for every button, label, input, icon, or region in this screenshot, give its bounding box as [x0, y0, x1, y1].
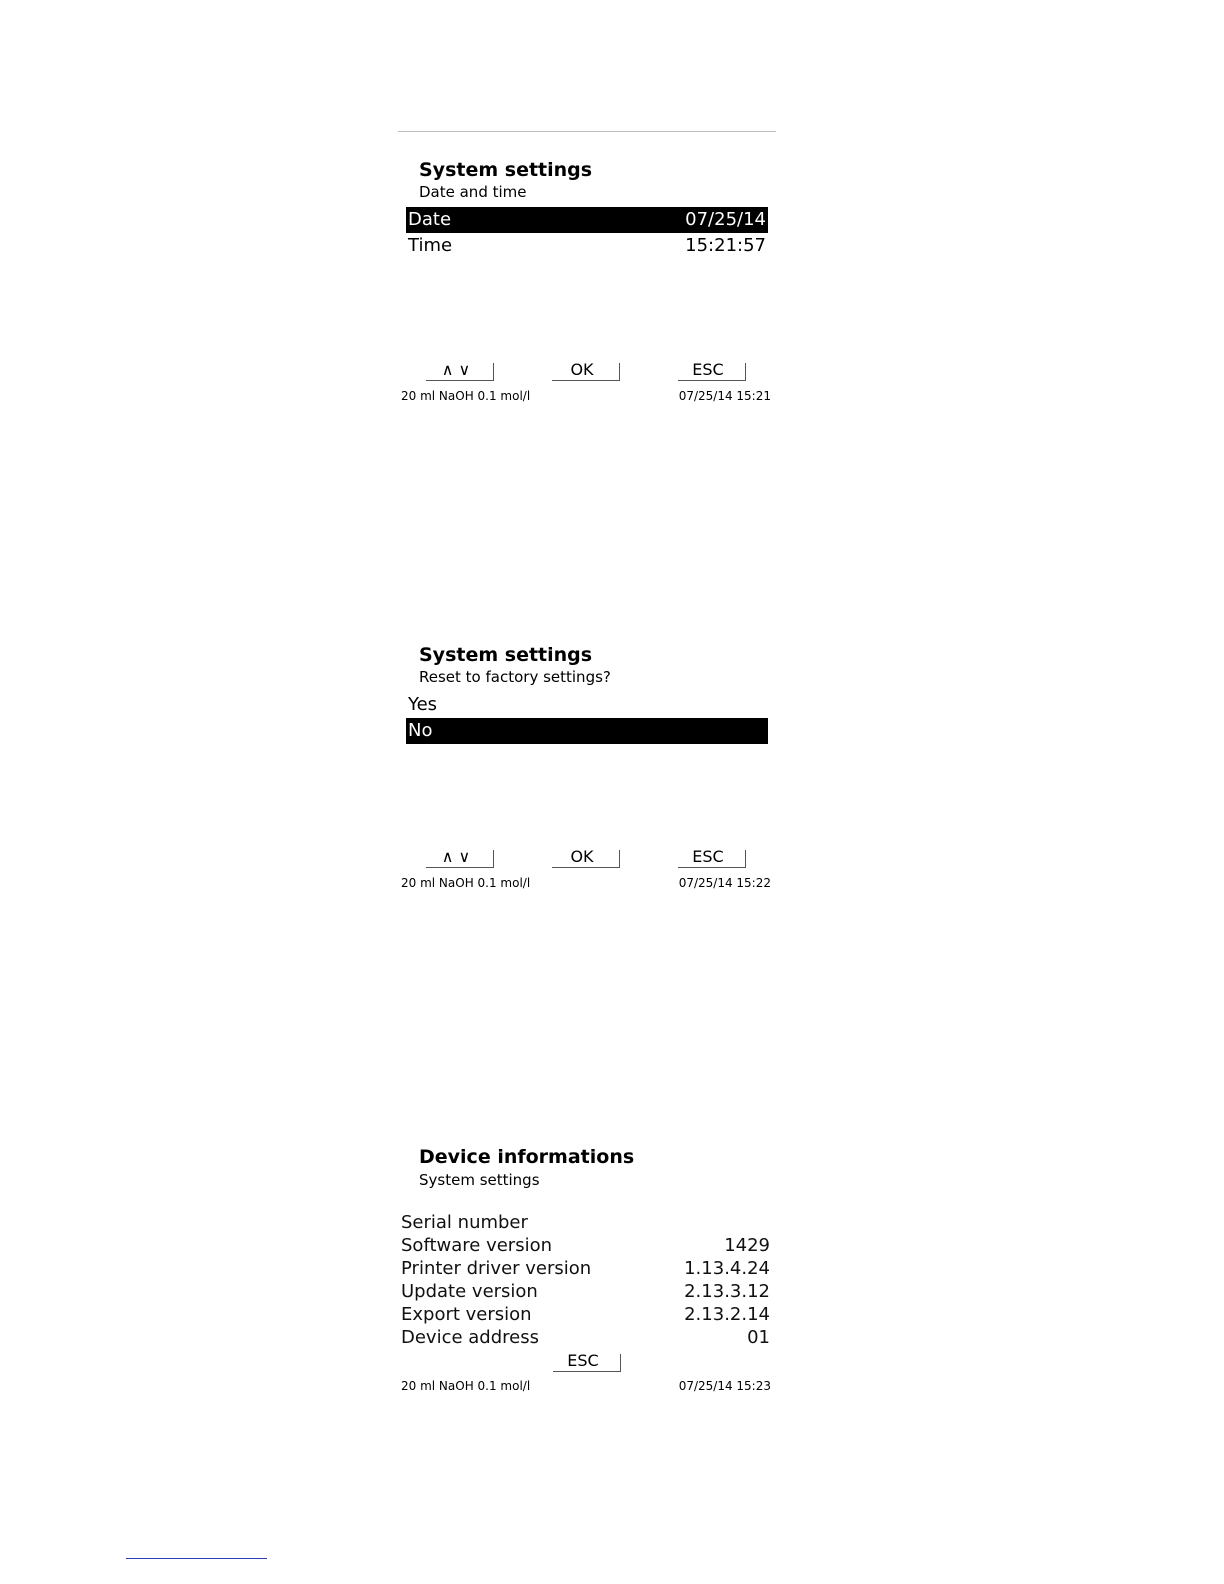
screen-subtitle: Reset to factory settings?: [419, 668, 611, 686]
info-row-export-version: [401, 1303, 770, 1326]
screen-subtitle: System settings: [419, 1171, 540, 1189]
status-method: 20 ml NaOH 0.1 mol/l: [401, 876, 531, 890]
status-datetime: 07/25/14 15:22: [678, 876, 771, 890]
status-datetime: 07/25/14 15:23: [678, 1379, 771, 1393]
info-label: Printer driver version: [401, 1258, 592, 1279]
up-down-arrows-icon: ∧ ∨: [441, 360, 471, 379]
esc-label: ESC: [692, 847, 724, 866]
softkey-base: [678, 380, 746, 381]
info-label: Serial number: [401, 1212, 528, 1233]
ok-softkey[interactable]: [552, 848, 620, 868]
menu-row-label: Time: [408, 235, 453, 256]
info-row-update-version: [401, 1280, 770, 1303]
softkey-edge: [493, 363, 494, 381]
screen-date-time: [398, 140, 778, 410]
screen-title: System settings: [419, 644, 593, 666]
info-row-software-version: [401, 1234, 770, 1257]
softkey-edge: [745, 850, 746, 868]
screen-subtitle: Date and time: [419, 183, 527, 201]
menu-row-label: No: [408, 720, 433, 741]
softkey-base: [552, 867, 620, 868]
menu-row-yes[interactable]: [406, 692, 768, 718]
up-down-arrows-icon: ∧ ∨: [441, 847, 471, 866]
softkey-base: [553, 1371, 621, 1372]
menu-row-no[interactable]: [406, 718, 768, 744]
screen-device-info: [398, 1128, 778, 1398]
up-down-softkey[interactable]: [426, 361, 494, 381]
info-value: 2.13.2.14: [684, 1304, 770, 1325]
esc-label: ESC: [692, 360, 724, 379]
softkey-base: [552, 380, 620, 381]
info-value: 1.13.4.24: [684, 1258, 770, 1279]
esc-softkey[interactable]: [678, 361, 746, 381]
info-row-serial-number: [401, 1211, 770, 1234]
info-row-device-address: [401, 1326, 770, 1349]
menu-row-time[interactable]: [406, 233, 768, 259]
screen-reset-factory: [398, 626, 778, 896]
softkey-edge: [620, 1354, 621, 1372]
status-method: 20 ml NaOH 0.1 mol/l: [401, 389, 531, 403]
ok-softkey[interactable]: [552, 361, 620, 381]
softkey-base: [678, 867, 746, 868]
info-label: Update version: [401, 1281, 538, 1302]
menu-row-label: Date: [408, 209, 452, 230]
ok-label: OK: [570, 847, 594, 866]
esc-softkey[interactable]: [553, 1352, 621, 1372]
footnote-divider: [126, 1558, 267, 1559]
top-divider: [398, 131, 776, 132]
menu-row-label: Yes: [408, 694, 438, 715]
info-label: Software version: [401, 1235, 552, 1256]
info-value: 1429: [724, 1235, 770, 1256]
softkey-edge: [745, 363, 746, 381]
info-label: Export version: [401, 1304, 532, 1325]
softkey-edge: [619, 850, 620, 868]
status-method: 20 ml NaOH 0.1 mol/l: [401, 1379, 531, 1393]
menu-row-value: 07/25/14: [685, 209, 766, 230]
screen-title: Device informations: [419, 1146, 635, 1168]
up-down-softkey[interactable]: [426, 848, 494, 868]
menu-row-date[interactable]: [406, 207, 768, 233]
screen-title: System settings: [419, 159, 593, 181]
softkey-edge: [493, 850, 494, 868]
softkey-base: [426, 867, 494, 868]
esc-softkey[interactable]: [678, 848, 746, 868]
status-datetime: 07/25/14 15:21: [678, 389, 771, 403]
menu-row-value: 15:21:57: [685, 235, 766, 256]
info-value: 2.13.3.12: [684, 1281, 770, 1302]
esc-label: ESC: [567, 1351, 599, 1370]
info-value: 01: [747, 1327, 770, 1348]
softkey-edge: [619, 363, 620, 381]
ok-label: OK: [570, 360, 594, 379]
info-label: Device address: [401, 1327, 539, 1348]
softkey-base: [426, 380, 494, 381]
info-row-printer-driver-version: [401, 1257, 770, 1280]
